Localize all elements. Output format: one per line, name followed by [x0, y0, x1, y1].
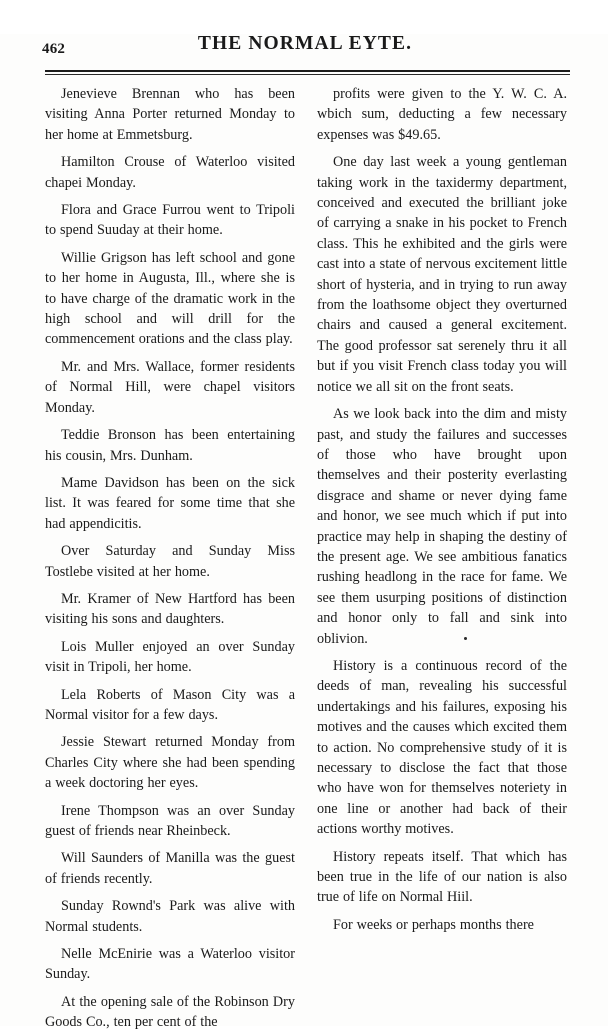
scanned-page: [0, 33, 608, 1031]
right-column: [317, 84, 567, 935]
left-column-paragraph: Lela Roberts of Mason City was a Normal visitor for a few days.: [45, 686, 295, 723]
right-column-paragraph: profits were given to the Y. W. C. A. wbich sum, deducting a few necessary expenses was $49.65.: [317, 86, 567, 143]
right-column-paragraph: For weeks or perhaps months there: [333, 916, 534, 933]
left-column-paragraph: Teddie Bronson has been entertaining his cousin, Mrs. Dunham.: [45, 427, 295, 464]
left-column-paragraph: Mr. Kramer of New Hartford has been visiting his sons and daughters.: [45, 590, 295, 628]
article-columns: [45, 84, 570, 1033]
header-divider-rule: [45, 70, 570, 75]
ink-speck-mark: [464, 637, 467, 640]
publication-title: THE NORMAL EYTE.: [197, 33, 413, 54]
right-column-paragraph: As we look back into the dim and misty past, and study the failures and successes of those who have brought upon themselves and their posterity everlasting disgrace and shame or never dying fame and honor, we see much which if put into practice may help in shaping the destiny of the present age. We see ambitious fanatics rushing headlong in the race for fame. We see them usurping positions of distinction and honor only to fall and sink into oblivion.: [317, 406, 567, 647]
left-column-paragraph: At the opening sale of the Robinson Dry Goods Co., ten per cent of the: [45, 993, 295, 1031]
left-column-paragraph: Over Saturday and Sunday Miss Tostlebe visited at her home.: [45, 543, 295, 580]
left-column-paragraph: Willie Grigson has left school and gone to her home in Augusta, Ill., where she is to have charge of the dramatic work in the high school and will drill for the commencement orations and the class play.: [45, 249, 295, 348]
left-column-paragraph: Mr. and Mrs. Wallace, former residents of Normal Hill, were chapel visitors Monday.: [45, 358, 295, 416]
right-column-paragraph: One day last week a young gentleman taking work in the taxidermy department, conceived and executed the brilliant joke of carrying a snake in his pocket to French class. This he exhibited and the girls were cast into a state of nervous excitement little short of hysteria, and in trying to run away from the loathsome object they overturned chairs and caused a general excitement. The good professor sat serenely thru it all but if you visit French class today you will notice we all sit on the front seats.: [317, 154, 567, 395]
left-column-paragraph: Jenevieve Brennan who has been visiting Anna Porter returned Monday to her home at Emmetsburg.: [45, 86, 295, 143]
left-column-paragraph: Irene Thompson was an over Sunday guest of friends near Rheinbeck.: [45, 802, 295, 839]
left-column-paragraph: Sunday Rownd's Park was alive with Normal students.: [45, 898, 295, 935]
right-column-paragraph: History is a continuous record of the deeds of man, revealing his successful undertakings and his failures, exposing his motives and the causes which excited them to action. No comprehensive study of it is necessary to disclose the fact that those who have won for themselves noteriety in one line or another had back of their actions worthy motives.: [317, 657, 567, 838]
left-column-paragraph: Nelle McEnirie was a Waterloo visitor Sunday.: [45, 946, 295, 983]
left-column-paragraph: Lois Muller enjoyed an over Sunday visit in Tripoli, her home.: [45, 638, 295, 676]
left-column-paragraph: Jessie Stewart returned Monday from Charles City where she had been spending a week doctoring her eyes.: [45, 734, 295, 792]
page-number: 462: [42, 41, 66, 57]
running-head: [40, 34, 570, 70]
divider-thin-line: [45, 74, 570, 75]
left-column-paragraph: Hamilton Crouse of Waterloo visited chapei Monday.: [45, 154, 295, 191]
left-column-paragraph: Will Saunders of Manilla was the guest of friends recently.: [45, 850, 295, 887]
left-column-paragraph: Flora and Grace Furrou went to Tripoli to spend Suuday at their home.: [45, 202, 295, 239]
right-column-paragraph: History repeats itself. That which has been true in the life of our nation is also true of life on Normal Hiil.: [317, 848, 567, 906]
left-column-paragraph: Mame Davidson has been on the sick list. It was feared for some time that she had appendicitis.: [45, 474, 295, 532]
left-column: [45, 84, 295, 1033]
divider-thick-line: [45, 70, 570, 72]
